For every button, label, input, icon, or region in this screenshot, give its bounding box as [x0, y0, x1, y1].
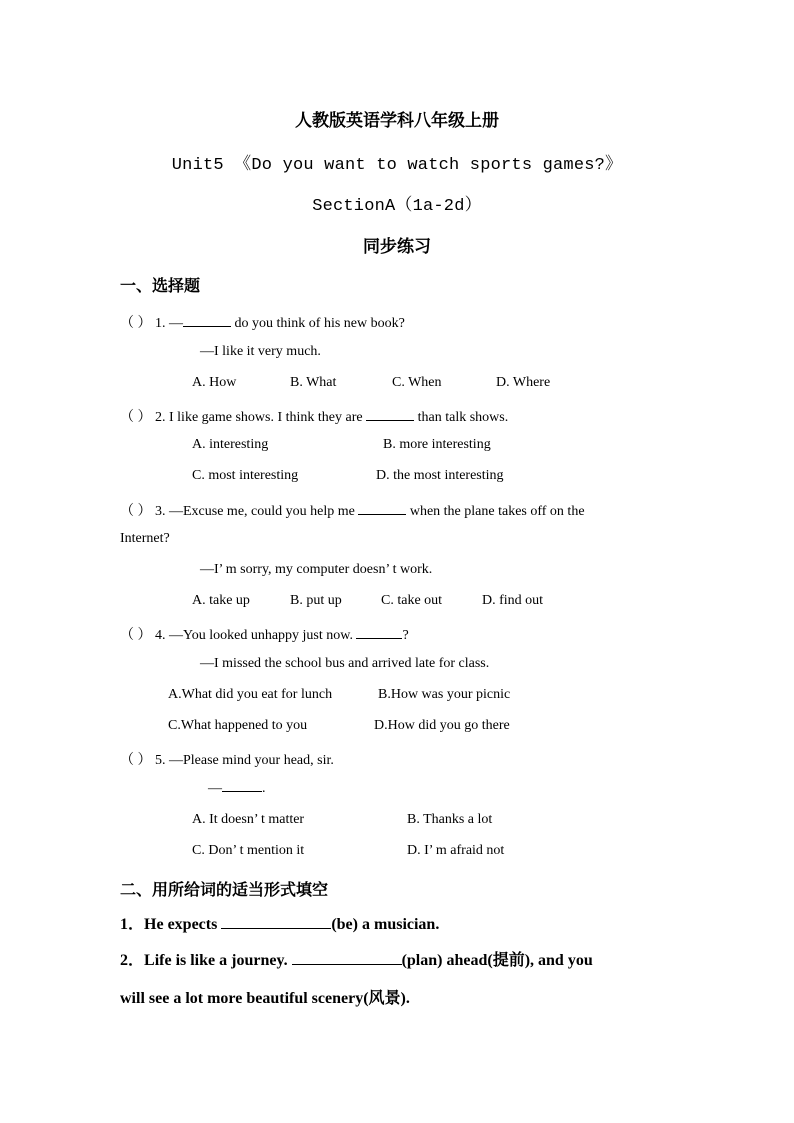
- q3-option-b: B. put up: [290, 593, 342, 608]
- q1-option-c: C. When: [392, 375, 442, 390]
- q5-answer-end: .: [262, 781, 266, 796]
- q4-option-d: D.How did you go there: [374, 718, 510, 733]
- answer-paren: （ ）: [120, 628, 152, 643]
- question-1: [120, 312, 405, 332]
- q1-blank: [183, 325, 231, 327]
- q5-answer-dash: —: [208, 781, 222, 796]
- q3-option-c: C. take out: [381, 593, 443, 608]
- q4-option-c: C.What happened to you: [168, 718, 308, 733]
- q4-option-b: B.How was your picnic: [378, 687, 511, 702]
- section-title: SectionA（1a-2d）: [312, 197, 482, 216]
- question-5: [120, 749, 334, 769]
- q3-answer-line: —I’ m sorry, my computer doesn’ t work.: [200, 562, 433, 577]
- part2-heading: 二、用所给词的适当形式填空: [120, 880, 329, 899]
- q1-stem-a: 1. —: [155, 316, 183, 331]
- q5-option-c: C. Don’ t mention it: [192, 843, 305, 858]
- q4-stem-a: 4. —You looked unhappy just now.: [155, 628, 357, 643]
- q2-option-b: B. more interesting: [383, 437, 491, 452]
- fill-q2-before: Life is like a journey.: [144, 952, 292, 969]
- q2-stem-a: 2. I like game shows. I think they are: [155, 410, 367, 425]
- question-3: [120, 500, 585, 520]
- q5-option-d: D. I’ m afraid not: [407, 843, 505, 858]
- q3-option-a: A. take up: [192, 593, 250, 608]
- q2-option-c: C. most interesting: [192, 468, 299, 483]
- q1-stem-b: do you think of his new book?: [231, 316, 405, 331]
- q2-blank: [366, 419, 414, 421]
- q3-stem-continued: Internet?: [120, 531, 170, 546]
- q5-stem: 5. —Please mind your head, sir.: [155, 753, 334, 768]
- answer-paren: （ ）: [120, 753, 152, 768]
- page-title: 人教版英语学科八年级上册: [295, 111, 499, 131]
- question-4: [120, 624, 409, 644]
- q2-option-a: A. interesting: [192, 437, 269, 452]
- q5-answer-line: [208, 781, 266, 797]
- fill-q2-blank: [292, 963, 402, 965]
- q3-stem-b: when the plane takes off on the: [406, 504, 585, 519]
- q2-stem-b: than talk shows.: [414, 410, 509, 425]
- q4-stem-b: ?: [402, 628, 409, 643]
- q5-blank: [222, 790, 262, 792]
- q5-option-a: A. It doesn’ t matter: [192, 812, 305, 827]
- q1-option-a: A. How: [192, 375, 237, 390]
- answer-paren: （ ）: [120, 316, 152, 331]
- q3-option-d: D. find out: [482, 593, 544, 608]
- part1-heading: 一、选择题: [120, 276, 201, 295]
- q3-stem-a: 3. —Excuse me, could you help me: [155, 504, 359, 519]
- unit-title: Unit5 《Do you want to watch sports games?》: [171, 156, 623, 175]
- fill-q1-num: 1．: [120, 916, 145, 933]
- subtitle: 同步练习: [363, 237, 431, 257]
- q5-option-b: B. Thanks a lot: [407, 812, 493, 827]
- answer-paren: （ ）: [120, 410, 152, 425]
- fill-question-1: [120, 911, 439, 934]
- fill-q2-num: 2．: [120, 952, 145, 969]
- q1-option-d: D. Where: [496, 375, 551, 390]
- fill-question-2: [120, 947, 593, 970]
- fill-q1-before: He expects: [144, 916, 222, 933]
- q4-option-a: A.What did you eat for lunch: [168, 687, 333, 702]
- q3-blank: [358, 513, 406, 515]
- fill-q1-blank: [221, 927, 331, 929]
- fill-q1-after: (be) a musician.: [331, 916, 440, 933]
- fill-q2-continued: will see a lot more beautiful scenery(风景).: [120, 990, 410, 1007]
- q2-option-d: D. the most interesting: [376, 468, 504, 483]
- question-2: [120, 406, 508, 426]
- q1-option-b: B. What: [290, 375, 337, 390]
- answer-paren: （ ）: [120, 504, 152, 519]
- q4-blank: [356, 637, 402, 639]
- q1-answer-line: —I like it very much.: [200, 344, 321, 359]
- fill-q2-after: (plan) ahead(提前), and you: [401, 952, 593, 969]
- q4-answer-line: —I missed the school bus and arrived late for class.: [200, 656, 490, 671]
